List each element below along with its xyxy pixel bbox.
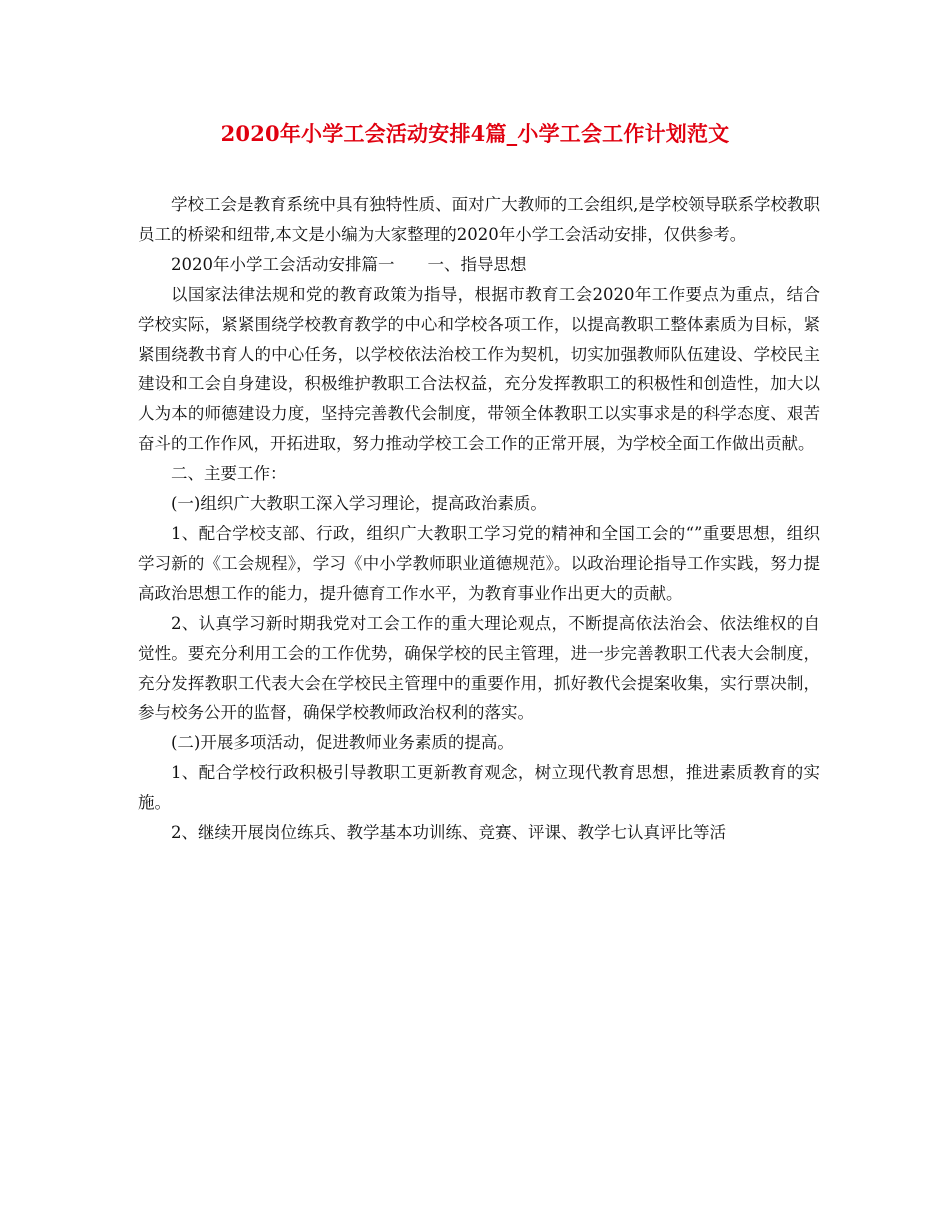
paragraph-item-2-1: 1、配合学校行政积极引导教职工更新教育观念，树立现代教育思想，推进素质教育的实施。: [138, 763, 820, 813]
paragraph-section-heading: 2020年小学工会活动安排篇一 一、指导思想: [171, 254, 527, 274]
paragraph-main-work-heading: 二、主要工作：: [171, 464, 287, 484]
paragraph-item-1-2: 2、认真学习新时期我党对工会工作的重大理论观点，不断提高依法治会、依法维权的自觉性。要充分利用工会的工作优势，确保学校的民主管理，进一步完善教职工代表大会制度，充分发挥教职工代表大会在学校民主管理中的重要作用，抓好教代会提案收集，实行票决制，参与校务公开的监督，确保学校教师政治权利的落实。: [138, 613, 820, 723]
paragraph-subheading-2: (二)开展多项活动，促进教师业务素质的提高。: [171, 733, 514, 753]
document-title: 2020年小学工会活动安排4篇_小学工会工作计划范文: [220, 121, 730, 146]
document-body: [138, 190, 820, 848]
paragraph-item-2-2: 2、继续开展岗位练兵、教学基本功训练、竞赛、评课、教学七认真评比等活: [171, 823, 726, 843]
paragraph-guiding-ideology: 以国家法律法规和党的教育政策为指导，根据市教育工会2020年工作要点为重点，结合学校实际，紧紧围绕学校教育教学的中心和学校各项工作，以提高教职工整体素质为目标，紧紧围绕教书育人的中心任务，以学校依法治校工作为契机，切实加强教师队伍建设、学校民主建设和工会自身建设，积极维护教职工合法权益，充分发挥教职工的积极性和创造性，加大以人为本的师德建设力度，坚持完善教代会制度，带领全体教职工以实事求是的科学态度、艰苦奋斗的工作作风，开拓进取，努力推动学校工会工作的正常开展，为学校全面工作做出贡献。: [138, 284, 820, 454]
paragraph-intro: 学校工会是教育系统中具有独特性质、面对广大教师的工会组织,是学校领导联系学校教职员工的桥梁和纽带,本文是小编为大家整理的2020年小学工会活动安排，仅供参考。: [138, 195, 820, 244]
paragraph-item-1-1: 1、配合学校支部、行政，组织广大教职工学习党的精神和全国工会的“”重要思想，组织学习新的《工会规程》，学习《中小学教师职业道德规范》。以政治理论指导工作实践，努力提高政治思想工作的能力，提升德育工作水平，为教育事业作出更大的贡献。: [138, 523, 820, 603]
paragraph-subheading-1: (一)组织广大教职工深入学习理论，提高政治素质。: [171, 494, 547, 514]
